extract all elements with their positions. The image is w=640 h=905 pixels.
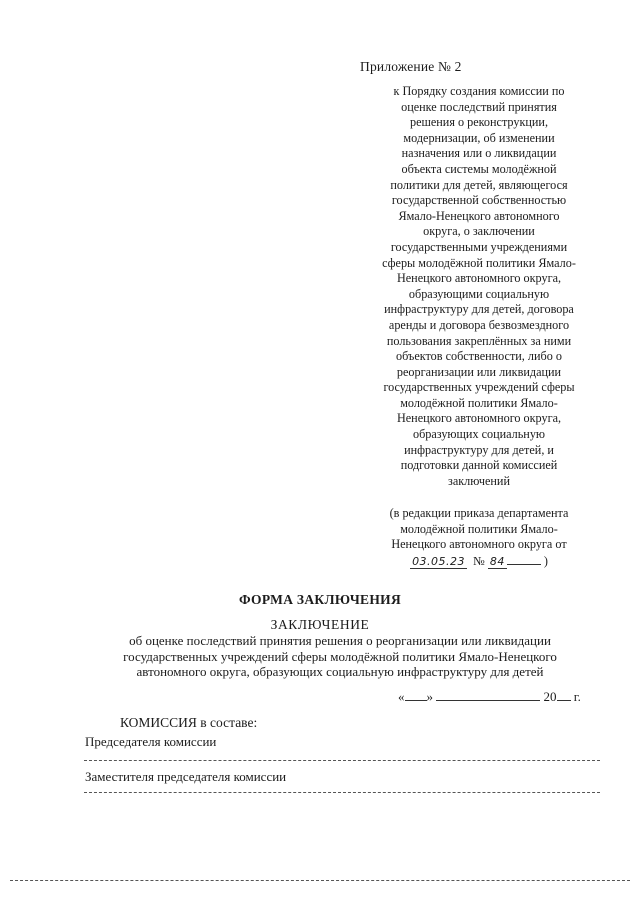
day-blank[interactable]: [405, 688, 427, 701]
appendix-line: инфраструктуру для детей, и: [404, 442, 554, 457]
appendix-line: Ямало-Ненецкого автономного: [398, 208, 560, 223]
appendix-reference: [348, 84, 610, 489]
revision-line: Ненецкого автономного округа от: [391, 537, 567, 552]
handwritten-number: 84: [489, 554, 505, 568]
handwritten-date: 03.05.23: [412, 554, 466, 568]
revision-note: [348, 506, 610, 569]
appendix-line: объекта системы молодёжной: [401, 161, 557, 176]
appendix-line: образующих социальную: [412, 427, 546, 442]
appendix-line: назначения или о ликвидации: [401, 146, 557, 161]
appendix-line: заключений: [448, 473, 510, 488]
appendix-line: решения о реконструкции,: [409, 115, 548, 130]
subtitle-line: государственных учреждений сферы молодёжной политики Ямало-Ненецкого: [123, 648, 557, 664]
appendix-line: округа, о заключении: [423, 224, 535, 239]
commission-label: КОМИССИЯ в составе:: [120, 715, 258, 730]
chair-label: Председателя комиссии: [85, 734, 217, 749]
number-sign: №: [473, 553, 485, 568]
appendix-line: молодёжной политики Ямало-: [400, 395, 558, 410]
appendix-line: государственной собственностью: [391, 193, 567, 208]
form-title: ФОРМА ЗАКЛЮЧЕНИЯ: [239, 592, 401, 607]
appendix-line: аренды и договора безвозмездного: [388, 317, 570, 332]
date-close-quote: »: [426, 689, 433, 704]
revision-line: (в редакции приказа департамента: [389, 506, 569, 520]
appendix-line: инфраструктуру для детей, договора: [384, 302, 574, 317]
appendix-line: государственными учреждениями: [390, 239, 568, 254]
revision-line: молодёжной политики Ямало-: [400, 521, 558, 536]
deputy-fill-line[interactable]: [84, 792, 600, 793]
appendix-line: модернизации, об изменении: [403, 130, 555, 145]
year-suffix: г.: [573, 689, 581, 704]
appendix-line: политики для детей, являющегося: [390, 177, 568, 192]
appendix-number: Приложение № 2: [360, 59, 462, 74]
appendix-line: подготовки данной комиссией: [400, 458, 558, 473]
date-open-quote: «: [398, 689, 405, 704]
appendix-line: к Порядку создания комиссии по: [393, 84, 565, 98]
appendix-line: сферы молодёжной политики Ямало-: [382, 255, 576, 270]
year-prefix: 20: [543, 689, 557, 704]
subtitle-line: автономного округа, образующих социальную инфраструктуру для детей: [136, 664, 544, 679]
appendix-line: образующими социальную: [408, 286, 550, 301]
conclusion-subtitle: [70, 633, 610, 680]
number-blank: [507, 553, 541, 565]
conclusion-title: ЗАКЛЮЧЕНИЕ: [270, 617, 370, 632]
page-bottom-line: [10, 880, 630, 881]
month-blank[interactable]: [436, 688, 540, 701]
appendix-line: Ненецкого автономного округа,: [396, 411, 562, 426]
closing-paren: ): [543, 553, 548, 568]
appendix-line: государственных учреждений сферы: [383, 380, 575, 395]
date-field: [398, 688, 581, 705]
appendix-line: объектов собственности, либо о: [396, 349, 562, 364]
appendix-line: реорганизации или ликвидации: [396, 364, 562, 379]
deputy-label: Заместителя председателя комиссии: [85, 769, 287, 784]
appendix-line: Ненецкого автономного округа,: [396, 271, 562, 286]
appendix-line: пользования закреплённых за ними: [386, 333, 572, 348]
revision-date-line: [348, 553, 610, 570]
year-blank[interactable]: [557, 688, 571, 701]
subtitle-line: об оценке последствий принятия решения о реорганизации или ликвидации: [129, 633, 551, 648]
chair-fill-line[interactable]: [84, 760, 600, 761]
appendix-line: оценке последствий принятия: [401, 99, 557, 114]
